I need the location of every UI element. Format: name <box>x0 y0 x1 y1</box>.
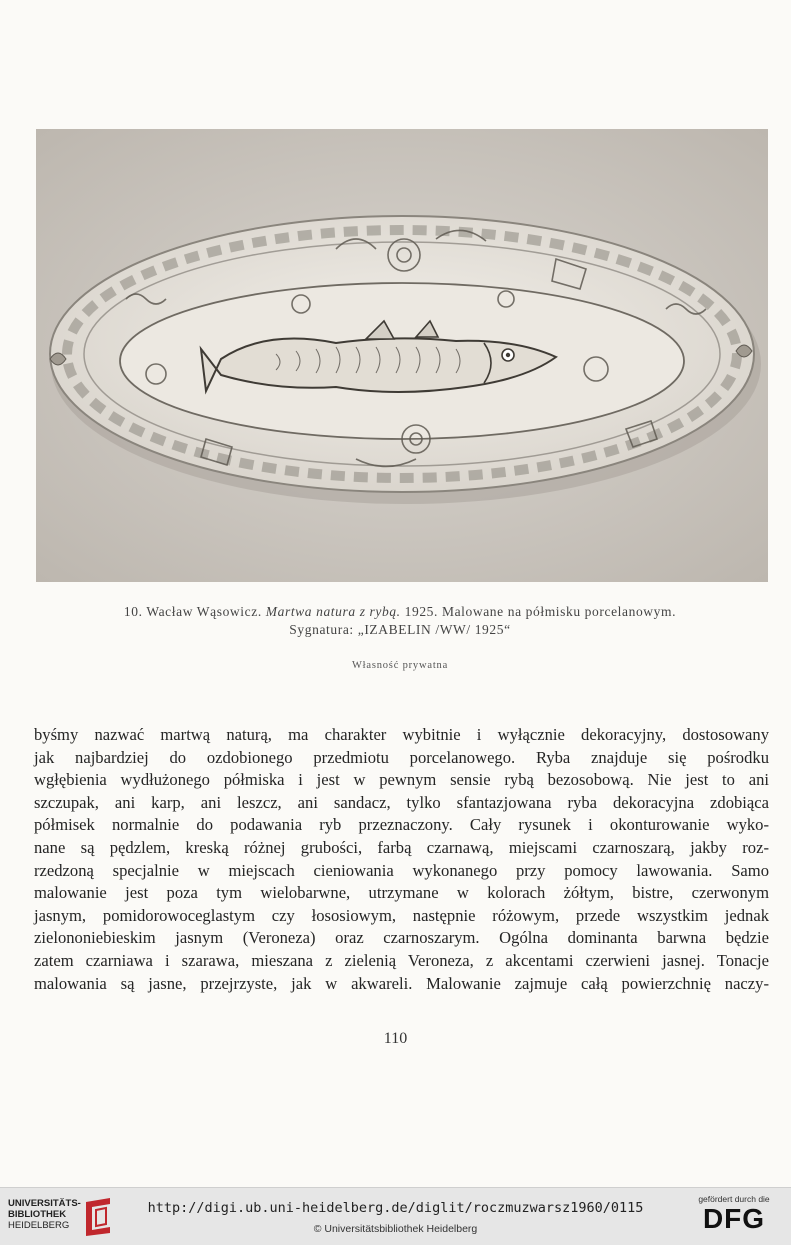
caption-ownership: Własność prywatna <box>351 660 449 671</box>
text-line: zielononiebieskim jasnym (Veroneza) oraz czarnoszarym. Ogólna dominanta barwna będzie <box>34 928 769 948</box>
caption-signature: Sygnatura: „IZABELIN /WW/ 1925“ <box>289 622 511 637</box>
text-line: nane są pędzlem, kreską różnej grubości, farbą czarnawą, miejscami czarnoszarą, jakby roz- <box>34 837 769 857</box>
text-line: szczupak, ani karp, ani leszcz, ani sandacz, tylko sfantazjowana ryba dekoracyjna zdobiąca <box>34 792 769 812</box>
platter-photograph <box>36 129 768 582</box>
library-name-line: BIBLIOTHEK <box>8 1209 67 1220</box>
permalink-url[interactable]: http://digi.ub.uni-heidelberg.de/diglit/roczmuzwarsz1960/0115 <box>147 1200 644 1216</box>
figure-caption <box>60 604 740 620</box>
page-number: 110 <box>383 1030 408 1047</box>
caption-description: 1925. Malowane na półmisku porcelanowym. <box>404 604 677 619</box>
text-line: półmisek normalnie do podawania ryb przeznaczony. Cały rysunek i okonturowanie wyko- <box>34 815 769 835</box>
caption-number: 10. <box>123 604 143 619</box>
dfg-funded-label: gefördert durch die <box>698 1194 770 1204</box>
library-name-line: HEIDELBERG <box>8 1220 70 1231</box>
text-line: malowania są jasne, przejrzyste, jak w akwareli. Malowanie zajmuje całą powierzchnię naczy- <box>34 973 769 993</box>
text-line: byśmy nazwać martwą naturą, ma charakter wybitnie i wyłącznie dekoracyjny, dostosowany <box>34 725 769 744</box>
text-line: jak najbardziej do ozdobionego przedmiotu porcelanowego. Ryba znajduje się pośrodku <box>34 747 769 767</box>
library-name-line: UNIVERSITÄTS- <box>8 1198 81 1209</box>
caption-author: Wacław Wąsowicz. <box>146 604 262 619</box>
text-line: malowanie jest poza tym wielobarwne, utrzymane w kolorach żółtym, bistre, czerwonym <box>34 883 769 903</box>
footer-bar <box>0 1187 791 1245</box>
dfg-wordmark: DFG <box>702 1203 766 1234</box>
body-text <box>34 724 769 995</box>
caption-title: Martwa natura z rybą. <box>265 604 401 619</box>
copyright-notice: © Universitätsbibliothek Heidelberg <box>313 1223 478 1235</box>
text-line: zatem czarniawa i szarawa, mieszana z zielenią Veroneza, z akcentami czerwieni jasnej. Tonacje <box>34 950 769 970</box>
text-line: rzedzoną specjalnie w miejscach cieniowania wykonanego przy pomocy lawowania. Samo <box>34 860 769 880</box>
platter-illustration <box>36 129 768 582</box>
text-line: jasnym, pomidorowoceglastym czy łososiowym, następnie różowym, przede wszystkim jednak <box>34 905 769 925</box>
text-line: wgłębienia wydłużonego półmiska i jest w pewnym sensie rybą bezosobową. Nie jest to ani <box>34 770 769 790</box>
dfg-logo[interactable] <box>689 1194 779 1234</box>
